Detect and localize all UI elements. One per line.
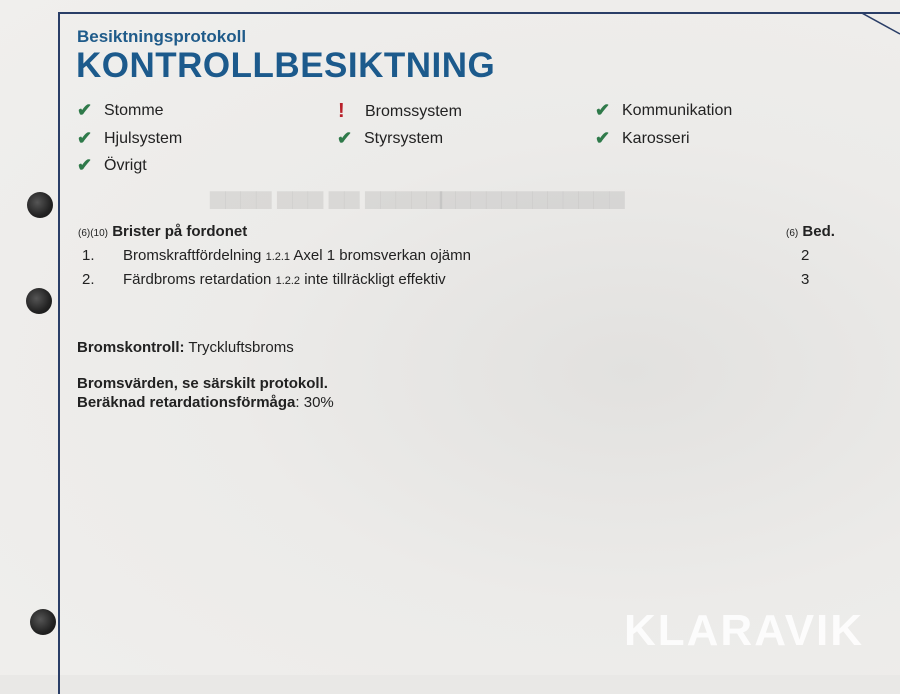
defect-bed-value: 2 [801,247,810,264]
defect-number: 2. [82,271,95,288]
bed-heading-prefix: (6) [786,228,799,239]
defect-name: Bromskraftfördelning [123,247,262,264]
check-icon: ✔ [595,128,611,148]
defect-code: 1.2.2 [275,275,301,287]
binder-hole [26,288,52,314]
check-icon: ✔ [595,100,611,120]
defect-text [123,271,446,288]
checklist-label: Styrsystem [364,129,444,147]
checklist-item-styrsystem [337,128,443,149]
checklist-label: Stomme [104,101,164,119]
defect-code: 1.2.1 [265,251,291,263]
defect-bed-value: 3 [801,271,810,288]
defect-number: 1. [82,247,95,264]
bleed-through-text: ▆▆▆▆ ▆▆▆ ▆▆ ▆▆▆▆▆ [210,187,443,209]
retardation-label: Beräknad retardationsförmåga [77,394,296,411]
brake-control-line [77,339,294,356]
checklist-label: Karosseri [622,129,690,147]
exclamation-icon: ! [338,100,345,122]
checklist-label: Hjulsystem [104,129,183,147]
retardation-line [77,394,334,411]
checklist-label: Kommunikation [622,101,733,119]
check-icon: ✔ [337,128,353,148]
brake-control-label: Bromskontroll: [77,339,185,356]
defects-heading [78,223,247,240]
check-icon: ✔ [77,155,93,175]
checklist-label: Bromssystem [365,102,462,120]
watermark-logo: KLARAVIK [624,606,865,655]
defect-text [123,247,471,264]
defects-heading-prefix: (6)(10) [78,228,109,239]
check-icon: ✔ [77,100,93,120]
retardation-value: : 30% [295,394,334,411]
bed-column-heading [786,223,835,240]
checklist-item-kommunikation [595,100,732,121]
checklist-item-bromssystem [338,100,462,123]
binder-hole [30,609,56,635]
document-subtitle: Besiktningsprotokoll [77,27,247,46]
checklist-item-hjulsystem [77,128,182,149]
checklist-item-karosseri [595,128,690,149]
brake-control-value: Tryckluftsbroms [188,339,294,356]
checklist-item-ovrigt [77,155,147,176]
binder-hole [27,192,53,218]
bleed-through-text: ▆▆▆▆▆▆▆▆▆▆▆▆ [440,187,625,209]
bed-heading-label: Bed. [802,223,835,240]
defect-name: Färdbroms retardation [123,271,272,288]
check-icon: ✔ [77,128,93,148]
checklist-label: Övrigt [104,156,147,174]
document-title: KONTROLLBESIKTNING [76,46,496,85]
brake-values-note: Bromsvärden, se särskilt protokoll. [77,375,328,392]
checklist-item-stomme [77,100,164,121]
frame-corner-decoration [860,12,900,42]
defect-description: Axel 1 bromsverkan ojämn [293,247,471,264]
defects-heading-label: Brister på fordonet [112,223,248,240]
defect-description: inte tillräckligt effektiv [304,271,446,288]
